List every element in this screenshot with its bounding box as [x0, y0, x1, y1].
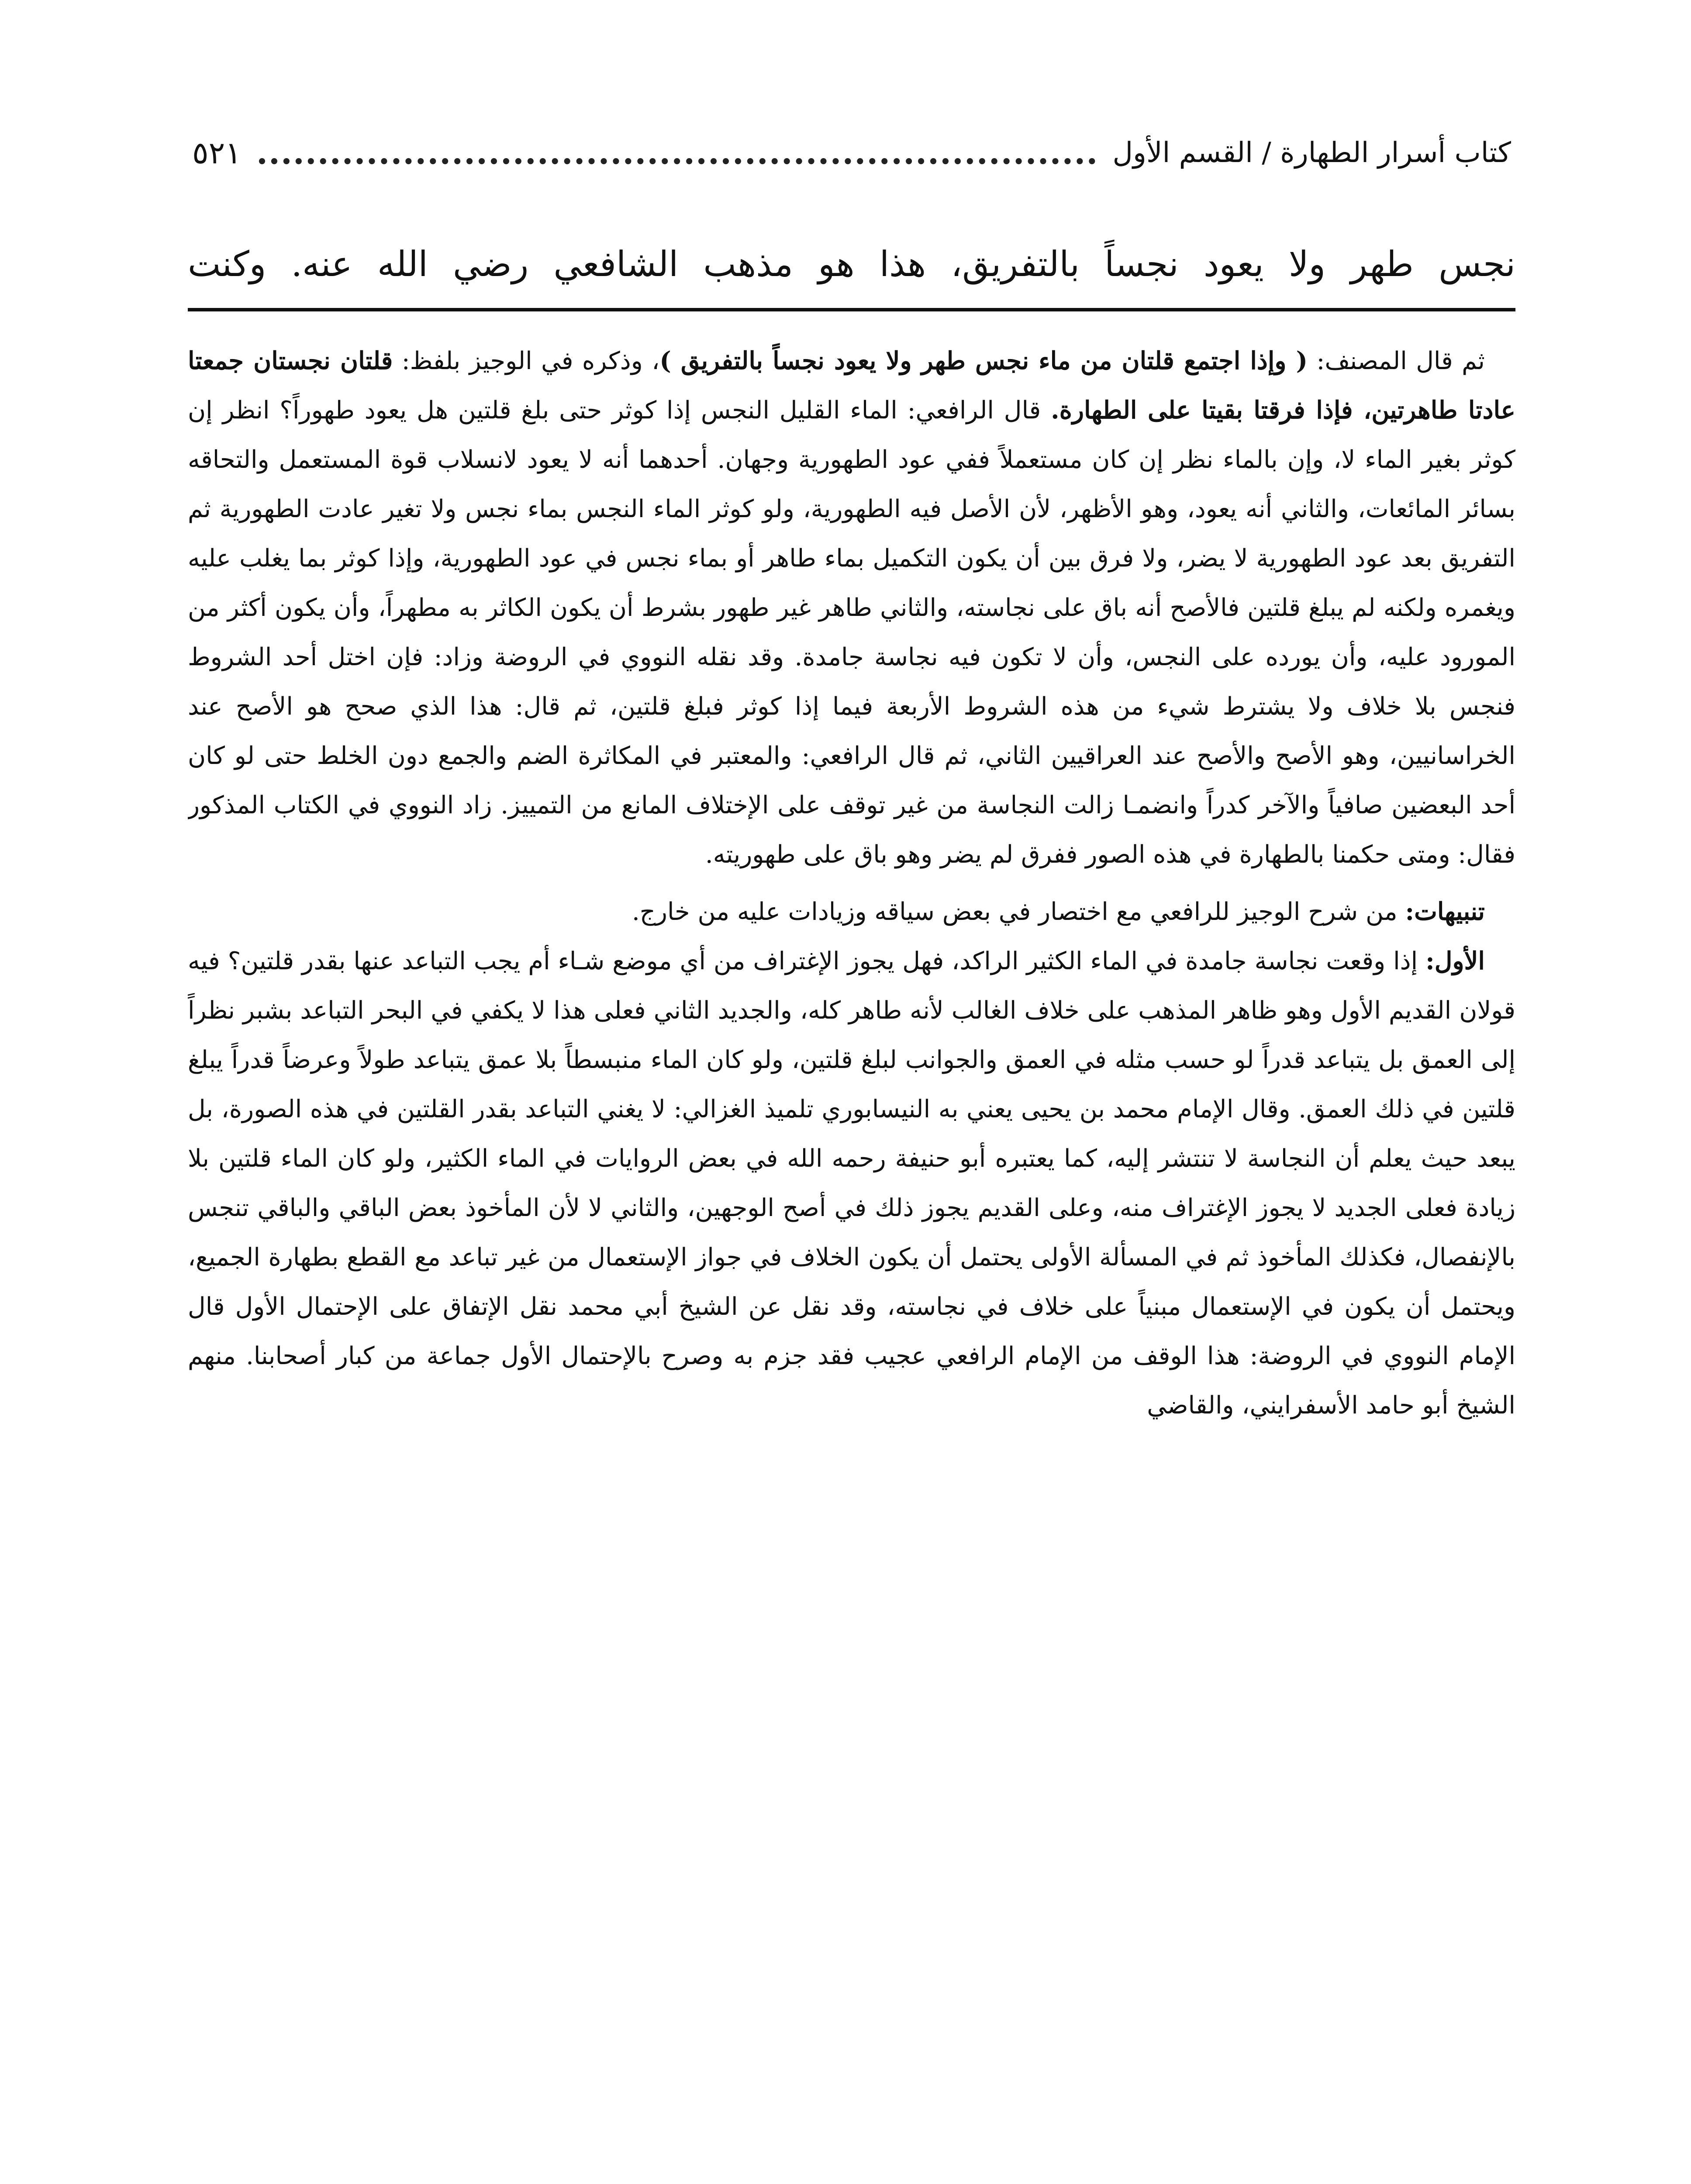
tanbihat-text: من شرح الوجيز للرافعي مع اختصار في بعض سياقه وزيادات عليه من خارج. — [632, 898, 1405, 926]
tanbihat-label: تنبيهات: — [1405, 897, 1485, 926]
book-title: كتاب أسرار الطهارة / القسم الأول — [1112, 137, 1511, 169]
commentary-body — [188, 336, 1515, 2184]
first-note-text: إذا وقعت نجاسة جامدة في الماء الكثير الراكد، فهل يجوز الإغتراف من أي موضع شـاء أم يجب التباعد عنها بقدر قلتين؟ فيه قولان القديم الأول وهو ظاهر المذهب على خلاف الغالب لأنه طاهر كله، والجديد الثاني فعلى هذا لا يكفي في البحر التباعد بشبر نظراً إلى العمق بل يتباعد قدراً لو حسب مثله في العمق والجوانب لبلغ قلتين، ولو كان الماء منبسطاً بلا عمق يتباعد طولاً وعرضاً قدراً يبلغ قلتين في ذلك العمق. وقال الإمام محمد بن يحيى يعني به النيسابوري تلميذ الغزالي: لا يغني التباعد بقدر القلتين في هذه الصورة، بل يبعد حيث يعلم أن النجاسة لا تنتشر إليه، كما يعتبره أبو حنيفة رحمه الله في بعض الروايات في الماء الكثير، ولو كان الماء قلتين بلا زيادة فعلى الجديد لا يجوز الإغتراف منه، وعلى القديم يجوز ذلك في أصح الوجهين، والثاني لا لأن المأخوذ بعض الباقي والباقي تنجس بالإنفصال، فكذلك المأخوذ ثم في المسألة الأولى يحتمل أن يكون الخلاف في جواز الإستعمال من غير تباعد مع القطع بطهارة الجميع، ويحتمل أن يكون في الإستعمال مبنياً على خلاف في نجاسته، وقد نقل عن الشيخ أبي محمد نقل الإتفاق على الإحتمال الأول قال الإمام النووي في الروضة: هذا الوقف من الإمام الرافعي عجيب فقد جزم به وصرح بالإحتمال الأول جماعة من كبار أصحابنا. منهم الشيخ أبو حامد الأسفرايني، والقاضي — [188, 947, 1515, 1420]
wajiz-quote: قلتان نجستان جمعتا عادتا طاهرتين، فإذا فرقتا بقيتا على الطهارة. — [188, 346, 1515, 425]
running-header — [192, 127, 1511, 179]
intro-text: ثم قال المصنف: — [1308, 347, 1485, 375]
main-text-line: نجس طهر ولا يعود نجساً بالتفريق، هذا هو مذهب الشافعي رضي الله عنه. وكنت — [188, 244, 1515, 284]
quoted-matn: ( وإذا اجتمع قلتان من ماء نجس طهر ولا يعود نجساً بالتفريق ) — [659, 346, 1308, 375]
separator-rule — [188, 308, 1515, 311]
mid-text: ، وذكره في الوجيز بلفظ: — [393, 347, 660, 375]
page-number: ٥٢١ — [192, 135, 242, 171]
paragraph-body: قال الرافعي: الماء القليل النجس إذا كوثر حتى بلغ قلتين هل يعود طهوراً؟ انظر إن كوثر بغير الماء لا، وإن بالماء نظر إن كان مستعملاً ففي عود الطهورية وجهان. أحدهما أنه لا يعود لانسلاب قوة المستعمل والتحاقه بسائر المائعات، والثاني أنه يعود، وهو الأظهر، لأن الأصل فيه الطهورية، ولو كوثر الماء النجس بماء نجس ولا تغير عادت الطهورية ثم التفريق بعد عود الطهورية لا يضر، ولا فرق بين أن يكون التكميل بماء طاهر أو بماء نجس في عود الطهورية، وإذا كوثر بما يغلب عليه ويغمره ولكنه لم يبلغ قلتين فالأصح أنه باق على نجاسته، والثاني طاهر غير طهور بشرط أن يكون الكاثر به مطهراً، وأن يكون أكثر من المورود عليه، وأن يورده على النجس، وأن لا تكون فيه نجاسة جامدة. وقد نقله النووي في الروضة وزاد: فإن اختل أحد الشروط فنجس بلا خلاف ولا يشترط شيء من هذه الشروط الأربعة فيما إذا كوثر فبلغ قلتين، ثم قال: هذا الذي صحح هو الأصح عند الخراسانيين، وهو الأصح والأصح عند العراقيين الثاني، ثم قال الرافعي: والمعتبر في المكاثرة الضم والجمع دون الخلط حتى لو كان أحد البعضين صافياً والآخر كدراً وانضمـا زالت النجاسة من غير توقف على الإختلاف المانع من التمييز. زاد النووي في الكتاب المذكور فقال: ومتى حكمنا بالطهارة في هذه الصور ففرق لم يضر وهو باق على طهوريته. — [188, 396, 1515, 869]
tanbihat-paragraph — [188, 887, 1515, 936]
first-note-label: الأول: — [1425, 947, 1485, 975]
commentary-paragraph-1 — [188, 336, 1515, 879]
leader-dots — [259, 154, 1095, 164]
first-note-paragraph — [188, 936, 1515, 1430]
